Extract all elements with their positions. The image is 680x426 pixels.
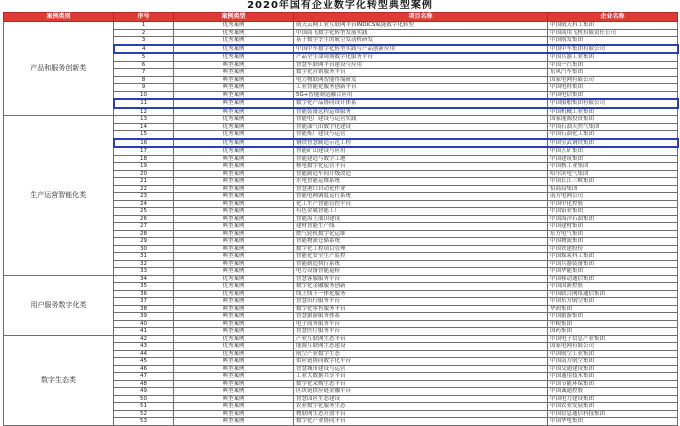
number-cell: 2	[114, 29, 174, 37]
number-cell: 1	[114, 22, 174, 30]
project-name-cell: 产业互联网生态平台	[294, 335, 548, 343]
enterprise-cell: 中国华电集团	[548, 418, 678, 426]
type-cell: 典型案例	[174, 380, 294, 388]
project-name-cell: 航天云网工业互联网平台INDICS赋能数字化转型	[294, 22, 548, 30]
type-cell: 典型案例	[174, 403, 294, 411]
project-name-cell: 中国中车数字化转型实践与产品创新应用	[294, 45, 548, 54]
project-name-cell: 核电数字化运营平台	[294, 163, 548, 171]
project-name-cell: 数字化零售服务平台	[294, 305, 548, 313]
number-cell: 13	[114, 116, 174, 124]
project-name-cell: 化工生产智能管控平台	[294, 200, 548, 208]
project-name-cell: 有色金属智能工厂	[294, 208, 548, 216]
enterprise-cell: 中国东方航空集团	[548, 298, 678, 306]
type-cell: 典型案例	[174, 200, 294, 208]
project-name-cell: 工业大数据共享平台	[294, 373, 548, 381]
number-cell: 43	[114, 343, 174, 351]
type-cell: 优秀案例	[174, 116, 294, 124]
type-cell: 典型案例	[174, 185, 294, 193]
project-name-cell: 农业数字化服务生态	[294, 403, 548, 411]
project-name-cell: 智慧医疗服务平台	[294, 328, 548, 336]
number-cell: 39	[114, 313, 174, 321]
project-name-cell: 物联网生态开放平台	[294, 410, 548, 418]
number-cell: 14	[114, 123, 174, 131]
number-cell: 49	[114, 388, 174, 396]
number-cell: 48	[114, 380, 174, 388]
enterprise-cell: 中国建筑集团	[548, 155, 678, 163]
project-name-cell: 智慧旅游服务体系	[294, 313, 548, 321]
enterprise-cell: 中国航天科工集团	[548, 22, 678, 30]
type-cell: 优秀案例	[174, 283, 294, 291]
type-cell: 典型案例	[174, 155, 294, 163]
header-category: 案例类别	[4, 13, 114, 22]
enterprise-cell: 华润集团	[548, 305, 678, 313]
category-cell: 产品和服务创新类	[4, 22, 114, 116]
number-cell: 28	[114, 230, 174, 238]
enterprise-cell: 中国电子信息产业集团	[548, 335, 678, 343]
header-number: 序号	[114, 13, 174, 22]
number-cell: 51	[114, 403, 174, 411]
project-name-cell: 燃气轮机数字化运维	[294, 230, 548, 238]
project-name-cell: 供应链协同数字化平台	[294, 358, 548, 366]
enterprise-cell: 中国石油天然气集团	[548, 123, 678, 131]
number-cell: 33	[114, 268, 174, 276]
type-cell: 典型案例	[174, 395, 294, 403]
type-cell: 典型案例	[174, 245, 294, 253]
enterprise-cell: 中国商用飞机有限责任公司	[548, 29, 678, 37]
number-cell: 36	[114, 290, 174, 298]
table-row	[4, 335, 678, 343]
type-cell: 优秀案例	[174, 290, 294, 298]
enterprise-cell: 中国航空工业集团	[548, 350, 678, 358]
enterprise-cell: 中国诚通控股	[548, 388, 678, 396]
project-name-cell: 建材智能生产线	[294, 223, 548, 231]
table-row	[4, 116, 678, 124]
number-cell: 12	[114, 108, 174, 116]
project-name-cell: 智能化安全生产监控	[294, 253, 548, 261]
enterprise-cell: 国家能源投资集团	[548, 116, 678, 124]
enterprise-cell: 中国移动通信集团	[548, 275, 678, 283]
number-cell: 9	[114, 84, 174, 92]
type-cell: 典型案例	[174, 260, 294, 268]
type-cell: 典型案例	[174, 358, 294, 366]
project-name-cell: 基于数字孪生的航空发动机研发	[294, 37, 548, 45]
type-cell: 典型案例	[174, 373, 294, 381]
enterprise-cell: 南方电网公司	[548, 193, 678, 201]
enterprise-cell: 中国节能环保集团	[548, 380, 678, 388]
project-name-cell: 产品全生命周期数字化服务平台	[294, 53, 548, 61]
table-body	[4, 22, 678, 426]
enterprise-cell: 中国煤炭科工集团	[548, 253, 678, 261]
number-cell: 27	[114, 223, 174, 231]
number-cell: 5	[114, 53, 174, 61]
enterprise-cell: 国家电网有限公司	[548, 343, 678, 351]
number-cell: 52	[114, 410, 174, 418]
type-cell: 典型案例	[174, 388, 294, 396]
number-cell: 47	[114, 373, 174, 381]
project-name-cell: 智能海上油田建设	[294, 215, 548, 223]
type-cell: 典型案例	[174, 178, 294, 186]
project-name-cell: 钢铁智慧制造示范工程	[294, 139, 548, 148]
enterprise-cell: 中国长江三峡集团	[548, 178, 678, 186]
type-cell: 典型案例	[174, 328, 294, 336]
project-name-cell: 智能矿山建设与应用	[294, 147, 548, 155]
table-header-row	[4, 13, 678, 22]
type-cell: 典型案例	[174, 313, 294, 321]
enterprise-cell: 中国机械工业集团	[548, 108, 678, 116]
number-cell: 3	[114, 37, 174, 45]
type-cell: 典型案例	[174, 223, 294, 231]
enterprise-cell: 中国农业发展集团	[548, 403, 678, 411]
number-cell: 18	[114, 155, 174, 163]
project-name-cell: 数字化采购生态平台	[294, 380, 548, 388]
project-name-cell: 智能装备远程运维服务	[294, 108, 548, 116]
enterprise-cell: 中国航发集团	[548, 37, 678, 45]
project-name-cell: 电子商务服务平台	[294, 320, 548, 328]
number-cell: 29	[114, 238, 174, 246]
number-cell: 4	[114, 45, 174, 54]
type-cell: 优秀案例	[174, 275, 294, 283]
project-name-cell: 智慧出行服务平台	[294, 298, 548, 306]
enterprise-cell: 中国兵器装备集团	[548, 260, 678, 268]
type-cell: 典型案例	[174, 69, 294, 77]
project-name-cell: 智能制造执行系统	[294, 260, 548, 268]
project-name-cell: 电力物联网智能终端研发	[294, 76, 548, 84]
type-cell: 优秀案例	[174, 37, 294, 45]
enterprise-cell: 中国兵器工业集团	[548, 53, 678, 61]
project-name-cell: 数字化产品协同设计体系	[294, 99, 548, 108]
number-cell: 19	[114, 163, 174, 171]
enterprise-cell: 招商局集团	[548, 185, 678, 193]
type-cell: 优秀案例	[174, 123, 294, 131]
number-cell: 16	[114, 139, 174, 148]
type-cell: 优秀案例	[174, 29, 294, 37]
number-cell: 41	[114, 328, 174, 336]
type-cell: 典型案例	[174, 365, 294, 373]
type-cell: 典型案例	[174, 91, 294, 99]
project-name-cell: 智能油气田数字化建设	[294, 123, 548, 131]
project-name-cell: 智能电网调度运行系统	[294, 193, 548, 201]
enterprise-cell: 中国五矿集团	[548, 147, 678, 155]
project-name-cell: 智慧园区生态建设	[294, 395, 548, 403]
project-name-cell: 5G+智能制造融合应用	[294, 91, 548, 99]
number-cell: 25	[114, 208, 174, 216]
enterprise-cell: 中国铝业集团	[548, 208, 678, 216]
page-title: 2020年国有企业数字化转型典型案例	[247, 0, 433, 11]
enterprise-cell: 中国国新控股	[548, 283, 678, 291]
type-cell: 优秀案例	[174, 131, 294, 139]
enterprise-cell: 中国建材集团	[548, 223, 678, 231]
type-cell: 典型案例	[174, 193, 294, 201]
project-name-cell: 数字化工程项目管理	[294, 245, 548, 253]
type-cell: 典型案例	[174, 163, 294, 171]
table-row	[4, 22, 678, 30]
number-cell: 34	[114, 275, 174, 283]
project-name-cell: 智能炼厂建设与运营	[294, 131, 548, 139]
number-cell: 53	[114, 418, 174, 426]
number-cell: 20	[114, 170, 174, 178]
enterprise-cell: 中国电力建设集团	[548, 395, 678, 403]
number-cell: 26	[114, 215, 174, 223]
project-name-cell: 数字化产业协同平台	[294, 418, 548, 426]
type-cell: 优秀案例	[174, 22, 294, 30]
project-name-cell: 智能建造与数字工地	[294, 155, 548, 163]
enterprise-cell: 中国石油化工集团	[548, 131, 678, 139]
enterprise-cell: 中国中化控股	[548, 200, 678, 208]
enterprise-cell: 中国中车集团有限公司	[548, 45, 678, 54]
type-cell: 典型案例	[174, 268, 294, 276]
number-cell: 44	[114, 350, 174, 358]
type-cell: 典型案例	[174, 238, 294, 246]
enterprise-cell: 中国一汽集团	[548, 61, 678, 69]
project-name-cell: 智慧城市建设与运营	[294, 365, 548, 373]
type-cell: 典型案例	[174, 76, 294, 84]
project-name-cell: 数字化营销服务平台	[294, 69, 548, 77]
enterprise-cell: 中国交通建设集团	[548, 365, 678, 373]
number-cell: 8	[114, 76, 174, 84]
type-cell: 典型案例	[174, 208, 294, 216]
enterprise-cell: 国药集团	[548, 328, 678, 336]
number-cell: 22	[114, 185, 174, 193]
number-cell: 6	[114, 61, 174, 69]
project-name-cell: 智能电厂建设与运营实践	[294, 116, 548, 124]
type-cell: 典型案例	[174, 305, 294, 313]
project-name-cell: 工业智能化服务创新平台	[294, 84, 548, 92]
number-cell: 30	[114, 245, 174, 253]
project-name-cell: 智能制造车间升级改造	[294, 170, 548, 178]
category-cell: 生产运营智能化类	[4, 116, 114, 276]
number-cell: 7	[114, 69, 174, 77]
enterprise-cell: 中国物流集团	[548, 238, 678, 246]
type-cell: 典型案例	[174, 253, 294, 261]
project-name-cell: 线上线下一体化服务	[294, 290, 548, 298]
enterprise-cell: 东方电气集团	[548, 230, 678, 238]
enterprise-cell: 中国海洋石油集团	[548, 215, 678, 223]
enterprise-cell: 中国船舶集团有限公司	[548, 99, 678, 108]
number-cell: 21	[114, 178, 174, 186]
enterprise-cell: 中国信息通信科技集团	[548, 410, 678, 418]
type-cell: 典型案例	[174, 170, 294, 178]
type-cell: 典型案例	[174, 61, 294, 69]
header-type: 案例类型	[174, 13, 294, 22]
type-cell: 典型案例	[174, 320, 294, 328]
enterprise-cell: 中国铁建股份	[548, 245, 678, 253]
number-cell: 42	[114, 335, 174, 343]
type-cell: 优秀案例	[174, 45, 294, 54]
project-name-cell: 智慧港口自动化作业	[294, 185, 548, 193]
project-name-cell: 航空产业数字生态	[294, 350, 548, 358]
type-cell: 优秀案例	[174, 147, 294, 155]
number-cell: 11	[114, 99, 174, 108]
project-name-cell: 电力设备智能巡检	[294, 268, 548, 276]
type-cell: 优秀案例	[174, 343, 294, 351]
number-cell: 35	[114, 283, 174, 291]
project-name-cell: 中国商飞数字化转型发展实践	[294, 29, 548, 37]
enterprise-cell: 东风汽车集团	[548, 69, 678, 77]
type-cell: 典型案例	[174, 418, 294, 426]
project-name-cell: 水电智能运维系统	[294, 178, 548, 186]
enterprise-cell: 中粮集团	[548, 320, 678, 328]
case-table	[3, 12, 679, 426]
type-cell: 典型案例	[174, 84, 294, 92]
table-row	[4, 275, 678, 283]
enterprise-cell: 中国旅游集团	[548, 313, 678, 321]
number-cell: 50	[114, 395, 174, 403]
type-cell: 典型案例	[174, 108, 294, 116]
type-cell: 优秀案例	[174, 350, 294, 358]
type-cell: 优秀案例	[174, 335, 294, 343]
project-name-cell: 数字化金融服务创新	[294, 283, 548, 291]
type-cell: 典型案例	[174, 230, 294, 238]
enterprise-cell: 国家电网有限公司	[548, 76, 678, 84]
number-cell: 46	[114, 365, 174, 373]
category-cell: 用户服务数字化类	[4, 275, 114, 335]
enterprise-cell: 中国南方航空集团	[548, 358, 678, 366]
project-name-cell: 智慧客服服务平台	[294, 275, 548, 283]
enterprise-cell: 中国宝武钢铁集团	[548, 139, 678, 148]
enterprise-cell: 中国华能集团	[548, 268, 678, 276]
header-enterprise: 企业名称	[548, 13, 678, 22]
type-cell: 优秀案例	[174, 53, 294, 61]
enterprise-cell: 中国通用技术集团	[548, 373, 678, 381]
type-cell: 典型案例	[174, 99, 294, 108]
category-cell: 数字生态类	[4, 335, 114, 425]
type-cell: 典型案例	[174, 298, 294, 306]
type-cell: 典型案例	[174, 410, 294, 418]
number-cell: 24	[114, 200, 174, 208]
number-cell: 23	[114, 193, 174, 201]
enterprise-cell: 中国电信集团	[548, 91, 678, 99]
enterprise-cell: 中国核工业集团	[548, 163, 678, 171]
number-cell: 40	[114, 320, 174, 328]
number-cell: 37	[114, 298, 174, 306]
project-name-cell: 区块链供应链金融平台	[294, 388, 548, 396]
number-cell: 15	[114, 131, 174, 139]
number-cell: 10	[114, 91, 174, 99]
number-cell: 45	[114, 358, 174, 366]
enterprise-cell: 中国电科集团	[548, 84, 678, 92]
enterprise-cell: 中国联合网络通信集团	[548, 290, 678, 298]
number-cell: 38	[114, 305, 174, 313]
number-cell: 32	[114, 260, 174, 268]
number-cell: 31	[114, 253, 174, 261]
project-name-cell: 能源互联网生态建设	[294, 343, 548, 351]
enterprise-cell: 哈尔滨电气集团	[548, 170, 678, 178]
project-name-cell: 智慧车联网平台建设与应用	[294, 61, 548, 69]
type-cell: 典型案例	[174, 215, 294, 223]
project-name-cell: 智能物流仓储系统	[294, 238, 548, 246]
type-cell: 优秀案例	[174, 139, 294, 148]
header-project: 项目名称	[294, 13, 548, 22]
number-cell: 17	[114, 147, 174, 155]
